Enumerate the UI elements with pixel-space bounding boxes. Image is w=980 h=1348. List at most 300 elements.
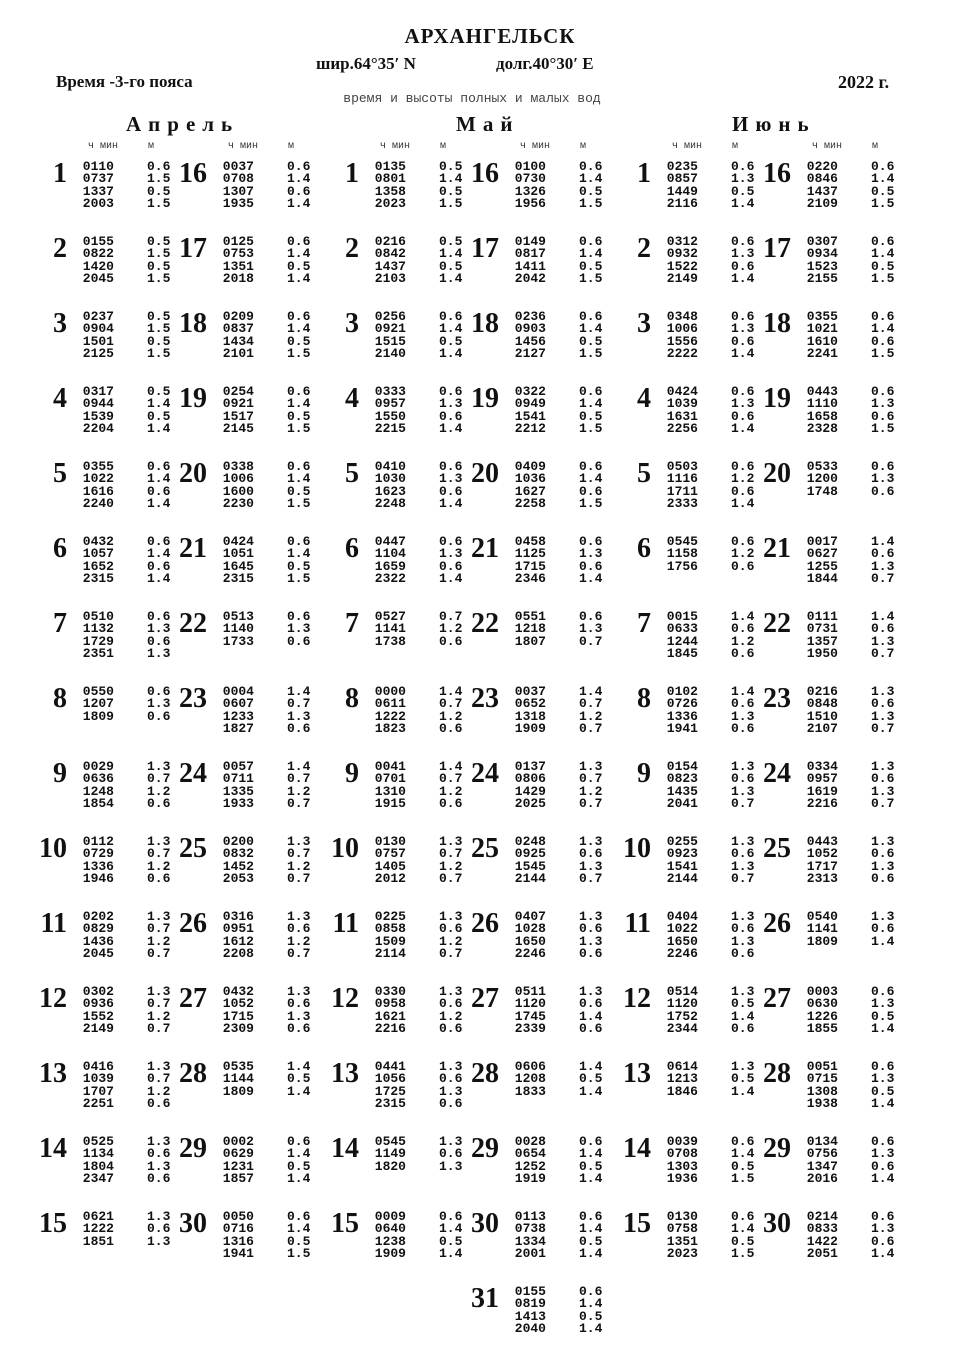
tide-time: 0848 bbox=[806, 696, 838, 712]
tide-height: 1.3 bbox=[871, 558, 895, 574]
tide-time: 0944 bbox=[82, 396, 114, 412]
tide-time: 0857 bbox=[666, 171, 698, 187]
unit-height-label: м bbox=[732, 141, 739, 152]
tide-height: 0.7 bbox=[147, 921, 171, 937]
tide-height: 1.4 bbox=[731, 1008, 755, 1024]
tide-times bbox=[210, 536, 254, 585]
tide-height: 1.4 bbox=[287, 1170, 311, 1186]
tide-height: 1.4 bbox=[871, 1020, 895, 1036]
tide-time: 1449 bbox=[666, 183, 698, 199]
tide-height: 1.4 bbox=[579, 1146, 603, 1162]
tide-height: 0.5 bbox=[439, 258, 463, 274]
tide-time: 1550 bbox=[374, 408, 406, 424]
tide-height: 0.6 bbox=[439, 1146, 463, 1162]
tide-time: 1748 bbox=[806, 483, 838, 499]
day-number: 20 bbox=[763, 458, 791, 489]
tide-times bbox=[654, 686, 698, 735]
tide-time: 0621 bbox=[82, 1209, 114, 1224]
tide-height: 0.6 bbox=[439, 1071, 463, 1087]
tide-time: 2109 bbox=[806, 195, 838, 211]
tide-time: 0000 bbox=[374, 684, 406, 699]
tide-time: 1623 bbox=[374, 483, 406, 499]
tide-height: 1.3 bbox=[871, 471, 895, 487]
tide-time: 0209 bbox=[222, 309, 254, 324]
tide-height: 1.5 bbox=[731, 1170, 755, 1186]
tide-heights bbox=[579, 836, 609, 885]
tide-time: 1933 bbox=[222, 795, 254, 811]
tide-time: 1104 bbox=[374, 546, 406, 562]
tide-heights bbox=[579, 911, 609, 960]
tide-height: 1.3 bbox=[147, 621, 171, 637]
tide-times bbox=[210, 836, 254, 885]
tide-height: 0.7 bbox=[731, 870, 755, 886]
unit-time-label: ч мин bbox=[520, 141, 551, 152]
tide-time: 1936 bbox=[666, 1170, 698, 1186]
tide-height: 0.6 bbox=[439, 384, 463, 399]
tide-times bbox=[654, 836, 698, 885]
tide-height: 1.4 bbox=[579, 1170, 603, 1186]
tide-height: 0.5 bbox=[579, 1308, 603, 1324]
tide-height: 0.6 bbox=[147, 1095, 171, 1111]
tide-height: 1.4 bbox=[439, 246, 463, 262]
tide-height: 1.2 bbox=[287, 783, 311, 799]
subtitle: время и высоты полных и малых вод bbox=[343, 91, 601, 106]
tide-heights bbox=[871, 761, 901, 810]
tide-height: 1.3 bbox=[439, 1158, 463, 1174]
tide-height: 0.6 bbox=[731, 234, 755, 249]
tide-heights bbox=[287, 836, 317, 885]
day-number: 25 bbox=[471, 833, 499, 864]
tide-height: 0.6 bbox=[579, 1020, 603, 1036]
tide-time: 0333 bbox=[374, 384, 406, 399]
tide-time: 1039 bbox=[82, 1071, 114, 1087]
tide-times bbox=[210, 386, 254, 435]
tide-time: 1149 bbox=[374, 1146, 406, 1162]
tide-height: 1.5 bbox=[147, 345, 171, 361]
tide-height: 0.6 bbox=[579, 558, 603, 574]
tide-time: 1807 bbox=[514, 633, 546, 649]
tide-time: 0801 bbox=[374, 171, 406, 187]
tide-time: 0708 bbox=[222, 171, 254, 187]
tide-time: 1052 bbox=[222, 996, 254, 1012]
tide-time: 0050 bbox=[222, 1209, 254, 1224]
tide-time: 0407 bbox=[514, 909, 546, 924]
tide-heights bbox=[287, 986, 317, 1035]
tide-time: 1222 bbox=[82, 1221, 114, 1237]
day-number: 15 bbox=[39, 1208, 67, 1239]
unit-height-label: м bbox=[288, 141, 295, 152]
day-number: 7 bbox=[345, 608, 359, 639]
tide-heights bbox=[579, 461, 609, 510]
tide-height: 0.5 bbox=[871, 1008, 895, 1024]
tide-height: 0.6 bbox=[439, 1020, 463, 1036]
day-number: 9 bbox=[637, 758, 651, 789]
tide-time: 1738 bbox=[374, 633, 406, 649]
tide-height: 0.7 bbox=[147, 1020, 171, 1036]
tide-time: 0137 bbox=[514, 759, 546, 774]
tide-heights bbox=[287, 911, 317, 960]
tide-height: 1.2 bbox=[147, 1008, 171, 1024]
tide-height: 1.3 bbox=[439, 471, 463, 487]
tide-time: 0432 bbox=[82, 534, 114, 549]
tide-time: 0110 bbox=[82, 159, 114, 174]
tide-times bbox=[794, 1061, 838, 1110]
tide-time: 0819 bbox=[514, 1296, 546, 1312]
tide-time: 1144 bbox=[222, 1071, 254, 1087]
day-number: 10 bbox=[623, 833, 651, 864]
tide-height: 1.3 bbox=[147, 1134, 171, 1149]
day-number: 28 bbox=[471, 1058, 499, 1089]
tide-height: 0.6 bbox=[871, 870, 895, 886]
tide-time: 1545 bbox=[514, 858, 546, 874]
tide-height: 0.5 bbox=[287, 1158, 311, 1174]
tide-height: 1.2 bbox=[287, 858, 311, 874]
tide-time: 1541 bbox=[514, 408, 546, 424]
tide-height: 0.6 bbox=[579, 534, 603, 549]
tide-times bbox=[502, 1136, 546, 1185]
tide-time: 0711 bbox=[222, 771, 254, 787]
tide-times bbox=[654, 161, 698, 210]
day-number: 2 bbox=[637, 233, 651, 264]
tide-time: 1208 bbox=[514, 1071, 546, 1087]
month-title-june: Июнь bbox=[732, 112, 816, 136]
tide-time: 0607 bbox=[222, 696, 254, 712]
tide-height: 1.4 bbox=[287, 171, 311, 187]
tide-times bbox=[70, 611, 114, 660]
tide-height: 0.6 bbox=[579, 384, 603, 399]
tide-height: 1.2 bbox=[731, 633, 755, 649]
tide-time: 0738 bbox=[514, 1221, 546, 1237]
day-number: 25 bbox=[763, 833, 791, 864]
page-title: АРХАНГЕЛЬСК bbox=[404, 24, 576, 48]
tide-height: 1.5 bbox=[871, 420, 895, 436]
tide-time: 2025 bbox=[514, 795, 546, 811]
tide-time: 0753 bbox=[222, 246, 254, 262]
tide-height: 1.4 bbox=[579, 471, 603, 487]
tide-height: 1.3 bbox=[439, 1059, 463, 1074]
tide-height: 1.4 bbox=[147, 570, 171, 586]
tide-height: 0.5 bbox=[579, 1233, 603, 1249]
tide-height: 1.4 bbox=[731, 684, 755, 699]
tide-height: 1.4 bbox=[579, 1221, 603, 1237]
tide-height: 1.5 bbox=[147, 321, 171, 337]
tide-time: 0051 bbox=[806, 1059, 838, 1074]
tide-time: 1715 bbox=[222, 1008, 254, 1024]
tide-time: 1434 bbox=[222, 333, 254, 349]
tide-time: 1238 bbox=[374, 1233, 406, 1249]
tide-time: 1541 bbox=[666, 858, 698, 874]
tide-heights bbox=[287, 236, 317, 285]
tide-height: 0.6 bbox=[731, 1020, 755, 1036]
tide-height: 1.4 bbox=[579, 570, 603, 586]
tide-time: 1909 bbox=[514, 720, 546, 736]
tide-time: 1056 bbox=[374, 1071, 406, 1087]
tide-height: 0.6 bbox=[871, 921, 895, 937]
tide-height: 0.6 bbox=[439, 309, 463, 324]
day-number: 11 bbox=[332, 908, 359, 939]
tide-time: 0533 bbox=[806, 459, 838, 474]
day-number: 29 bbox=[471, 1133, 499, 1164]
tide-time: 1140 bbox=[222, 621, 254, 637]
tide-height: 1.4 bbox=[287, 246, 311, 262]
tide-height: 0.6 bbox=[871, 234, 895, 249]
tide-times bbox=[502, 686, 546, 735]
tide-height: 0.5 bbox=[871, 1083, 895, 1099]
tide-height: 0.6 bbox=[731, 846, 755, 862]
tide-time: 0130 bbox=[374, 834, 406, 849]
day-number: 2 bbox=[345, 233, 359, 264]
tide-height: 0.6 bbox=[579, 996, 603, 1012]
tide-height: 0.6 bbox=[871, 1158, 895, 1174]
tide-times bbox=[794, 236, 838, 285]
tide-time: 0730 bbox=[514, 171, 546, 187]
tide-height: 1.3 bbox=[147, 909, 171, 924]
tide-time: 2045 bbox=[82, 945, 114, 961]
tide-height: 0.7 bbox=[439, 846, 463, 862]
tide-time: 0729 bbox=[82, 846, 114, 862]
tide-time: 2216 bbox=[374, 1020, 406, 1036]
tide-time: 1517 bbox=[222, 408, 254, 424]
unit-height-label: м bbox=[440, 141, 447, 152]
tide-height: 0.6 bbox=[147, 870, 171, 886]
tide-time: 1308 bbox=[806, 1083, 838, 1099]
tide-height: 1.2 bbox=[579, 708, 603, 724]
tide-time: 2344 bbox=[666, 1020, 698, 1036]
tide-heights bbox=[871, 836, 901, 885]
day-number: 27 bbox=[179, 983, 207, 1014]
tide-time: 0957 bbox=[806, 771, 838, 787]
tide-times bbox=[502, 161, 546, 210]
day-number: 6 bbox=[53, 533, 67, 564]
longitude-label: долг.40°30′ E bbox=[496, 54, 594, 73]
tide-time: 1956 bbox=[514, 195, 546, 211]
tide-height: 0.6 bbox=[731, 696, 755, 712]
tide-time: 0726 bbox=[666, 696, 698, 712]
tide-time: 2347 bbox=[82, 1170, 114, 1186]
day-number: 26 bbox=[179, 908, 207, 939]
latitude-label: шир.64°35′ N bbox=[316, 54, 416, 73]
tide-height: 0.6 bbox=[439, 996, 463, 1012]
tide-height: 0.6 bbox=[731, 384, 755, 399]
tide-time: 0822 bbox=[82, 246, 114, 262]
tide-height: 1.3 bbox=[871, 1071, 895, 1087]
tide-time: 0611 bbox=[374, 696, 406, 712]
tide-time: 0004 bbox=[222, 684, 254, 699]
tide-height: 0.6 bbox=[871, 459, 895, 474]
tide-height: 1.2 bbox=[439, 708, 463, 724]
tide-time: 0806 bbox=[514, 771, 546, 787]
tide-height: 0.6 bbox=[147, 459, 171, 474]
tide-height: 1.4 bbox=[579, 321, 603, 337]
day-number: 16 bbox=[471, 158, 499, 189]
tide-time: 2041 bbox=[666, 795, 698, 811]
day-number: 19 bbox=[179, 383, 207, 414]
tide-times bbox=[362, 236, 406, 285]
tide-height: 0.6 bbox=[579, 309, 603, 324]
tide-height: 0.6 bbox=[579, 483, 603, 499]
tide-height: 0.5 bbox=[147, 333, 171, 349]
tide-height: 1.3 bbox=[731, 246, 755, 262]
tide-height: 0.6 bbox=[871, 1059, 895, 1074]
tide-height: 1.3 bbox=[439, 1083, 463, 1099]
tide-time: 1820 bbox=[374, 1158, 406, 1174]
tide-time: 2145 bbox=[222, 420, 254, 436]
tide-time: 0348 bbox=[666, 309, 698, 324]
tide-height: 0.5 bbox=[439, 333, 463, 349]
tide-times bbox=[654, 986, 698, 1035]
tide-heights bbox=[287, 386, 317, 435]
day-number: 4 bbox=[637, 383, 651, 414]
tide-time: 0535 bbox=[222, 1059, 254, 1074]
tide-height: 0.6 bbox=[871, 771, 895, 787]
tide-height: 0.7 bbox=[147, 846, 171, 862]
tide-times bbox=[70, 236, 114, 285]
tide-height: 1.3 bbox=[731, 858, 755, 874]
tide-times bbox=[362, 836, 406, 885]
tide-time: 0837 bbox=[222, 321, 254, 337]
day-number: 16 bbox=[179, 158, 207, 189]
tide-height: 1.3 bbox=[871, 783, 895, 799]
tide-height: 0.7 bbox=[579, 771, 603, 787]
tide-time: 2328 bbox=[806, 420, 838, 436]
tide-height: 0.6 bbox=[147, 633, 171, 649]
tide-time: 2216 bbox=[806, 795, 838, 811]
tide-heights bbox=[287, 686, 317, 735]
day-number: 12 bbox=[39, 983, 67, 1014]
tide-height: 1.5 bbox=[287, 495, 311, 511]
tide-height: 1.5 bbox=[579, 270, 603, 286]
tide-time: 0551 bbox=[514, 609, 546, 624]
tide-time: 0614 bbox=[666, 1059, 698, 1074]
tide-heights bbox=[579, 761, 609, 810]
tide-time: 2023 bbox=[666, 1245, 698, 1261]
tide-times bbox=[502, 986, 546, 1035]
tide-time: 1110 bbox=[806, 396, 838, 412]
tide-time: 1006 bbox=[666, 321, 698, 337]
tide-time: 1645 bbox=[222, 558, 254, 574]
tide-time: 1351 bbox=[666, 1233, 698, 1249]
tide-time: 0017 bbox=[806, 534, 838, 549]
tide-time: 1600 bbox=[222, 483, 254, 499]
tide-height: 0.6 bbox=[731, 771, 755, 787]
day-number: 24 bbox=[471, 758, 499, 789]
tide-time: 0921 bbox=[374, 321, 406, 337]
tide-height: 1.3 bbox=[731, 321, 755, 337]
tide-time: 1552 bbox=[82, 1008, 114, 1024]
tide-time: 1255 bbox=[806, 558, 838, 574]
tide-times bbox=[794, 761, 838, 810]
tide-time: 1036 bbox=[514, 471, 546, 487]
tide-time: 0130 bbox=[666, 1209, 698, 1224]
tide-height: 1.3 bbox=[287, 984, 311, 999]
tide-height: 0.6 bbox=[287, 1134, 311, 1149]
tide-time: 0832 bbox=[222, 846, 254, 862]
tide-time: 2001 bbox=[514, 1245, 546, 1261]
tide-times bbox=[794, 386, 838, 435]
tide-height: 0.7 bbox=[579, 870, 603, 886]
tide-height: 0.7 bbox=[439, 771, 463, 787]
tide-time: 0447 bbox=[374, 534, 406, 549]
tide-times bbox=[654, 611, 698, 660]
tide-time: 1429 bbox=[514, 783, 546, 799]
tide-height: 1.3 bbox=[871, 858, 895, 874]
tide-time: 2101 bbox=[222, 345, 254, 361]
tide-time: 1501 bbox=[82, 333, 114, 349]
tide-time: 0416 bbox=[82, 1059, 114, 1074]
tide-height: 1.4 bbox=[871, 1170, 895, 1186]
tide-time: 1303 bbox=[666, 1158, 698, 1174]
tide-heights bbox=[871, 686, 901, 735]
tide-time: 0511 bbox=[514, 984, 546, 999]
tide-time: 1935 bbox=[222, 195, 254, 211]
tide-time: 2045 bbox=[82, 270, 114, 286]
tide-height: 1.4 bbox=[287, 396, 311, 412]
tide-times bbox=[210, 161, 254, 210]
tide-time: 1252 bbox=[514, 1158, 546, 1174]
tide-time: 0338 bbox=[222, 459, 254, 474]
tide-times bbox=[362, 761, 406, 810]
tide-time: 1347 bbox=[806, 1158, 838, 1174]
tide-height: 1.3 bbox=[731, 933, 755, 949]
tide-time: 1938 bbox=[806, 1095, 838, 1111]
tide-height: 0.6 bbox=[287, 720, 311, 736]
tide-heights bbox=[871, 311, 901, 360]
tide-heights bbox=[579, 1061, 609, 1098]
tide-time: 0951 bbox=[222, 921, 254, 937]
day-number: 1 bbox=[53, 158, 67, 189]
tide-times bbox=[70, 311, 114, 360]
tide-times bbox=[502, 836, 546, 885]
tide-times bbox=[654, 461, 698, 510]
tide-time: 0630 bbox=[806, 996, 838, 1012]
tide-time: 0903 bbox=[514, 321, 546, 337]
tide-height: 1.3 bbox=[147, 696, 171, 712]
tide-time: 2212 bbox=[514, 420, 546, 436]
tide-time: 1022 bbox=[82, 471, 114, 487]
tide-time: 0701 bbox=[374, 771, 406, 787]
tide-time: 0112 bbox=[82, 834, 114, 849]
tide-height: 1.4 bbox=[439, 420, 463, 436]
tide-time: 0757 bbox=[374, 846, 406, 862]
tide-time: 0737 bbox=[82, 171, 114, 187]
tide-height: 1.4 bbox=[287, 546, 311, 562]
tide-time: 1456 bbox=[514, 333, 546, 349]
tide-times bbox=[362, 911, 406, 960]
year-label: 2022 г. bbox=[838, 72, 890, 92]
tide-heights bbox=[871, 611, 901, 660]
tide-height: 1.4 bbox=[871, 933, 895, 949]
tide-height: 1.3 bbox=[871, 996, 895, 1012]
tide-times bbox=[794, 686, 838, 735]
tide-time: 0443 bbox=[806, 834, 838, 849]
tide-height: 0.7 bbox=[439, 609, 463, 624]
tide-time: 1357 bbox=[806, 633, 838, 649]
tide-time: 1452 bbox=[222, 858, 254, 874]
tide-time: 0037 bbox=[222, 159, 254, 174]
tide-time: 1612 bbox=[222, 933, 254, 949]
tide-time: 1336 bbox=[666, 708, 698, 724]
tide-height: 1.3 bbox=[287, 909, 311, 924]
tide-height: 1.3 bbox=[731, 759, 755, 774]
tide-time: 1809 bbox=[82, 708, 114, 724]
tide-time: 1120 bbox=[666, 996, 698, 1012]
day-number: 14 bbox=[623, 1133, 651, 1164]
day-number: 12 bbox=[331, 983, 359, 1014]
tide-times bbox=[362, 161, 406, 210]
tide-height: 0.6 bbox=[871, 1233, 895, 1249]
tide-time: 0312 bbox=[666, 234, 698, 249]
tide-height: 0.6 bbox=[579, 459, 603, 474]
